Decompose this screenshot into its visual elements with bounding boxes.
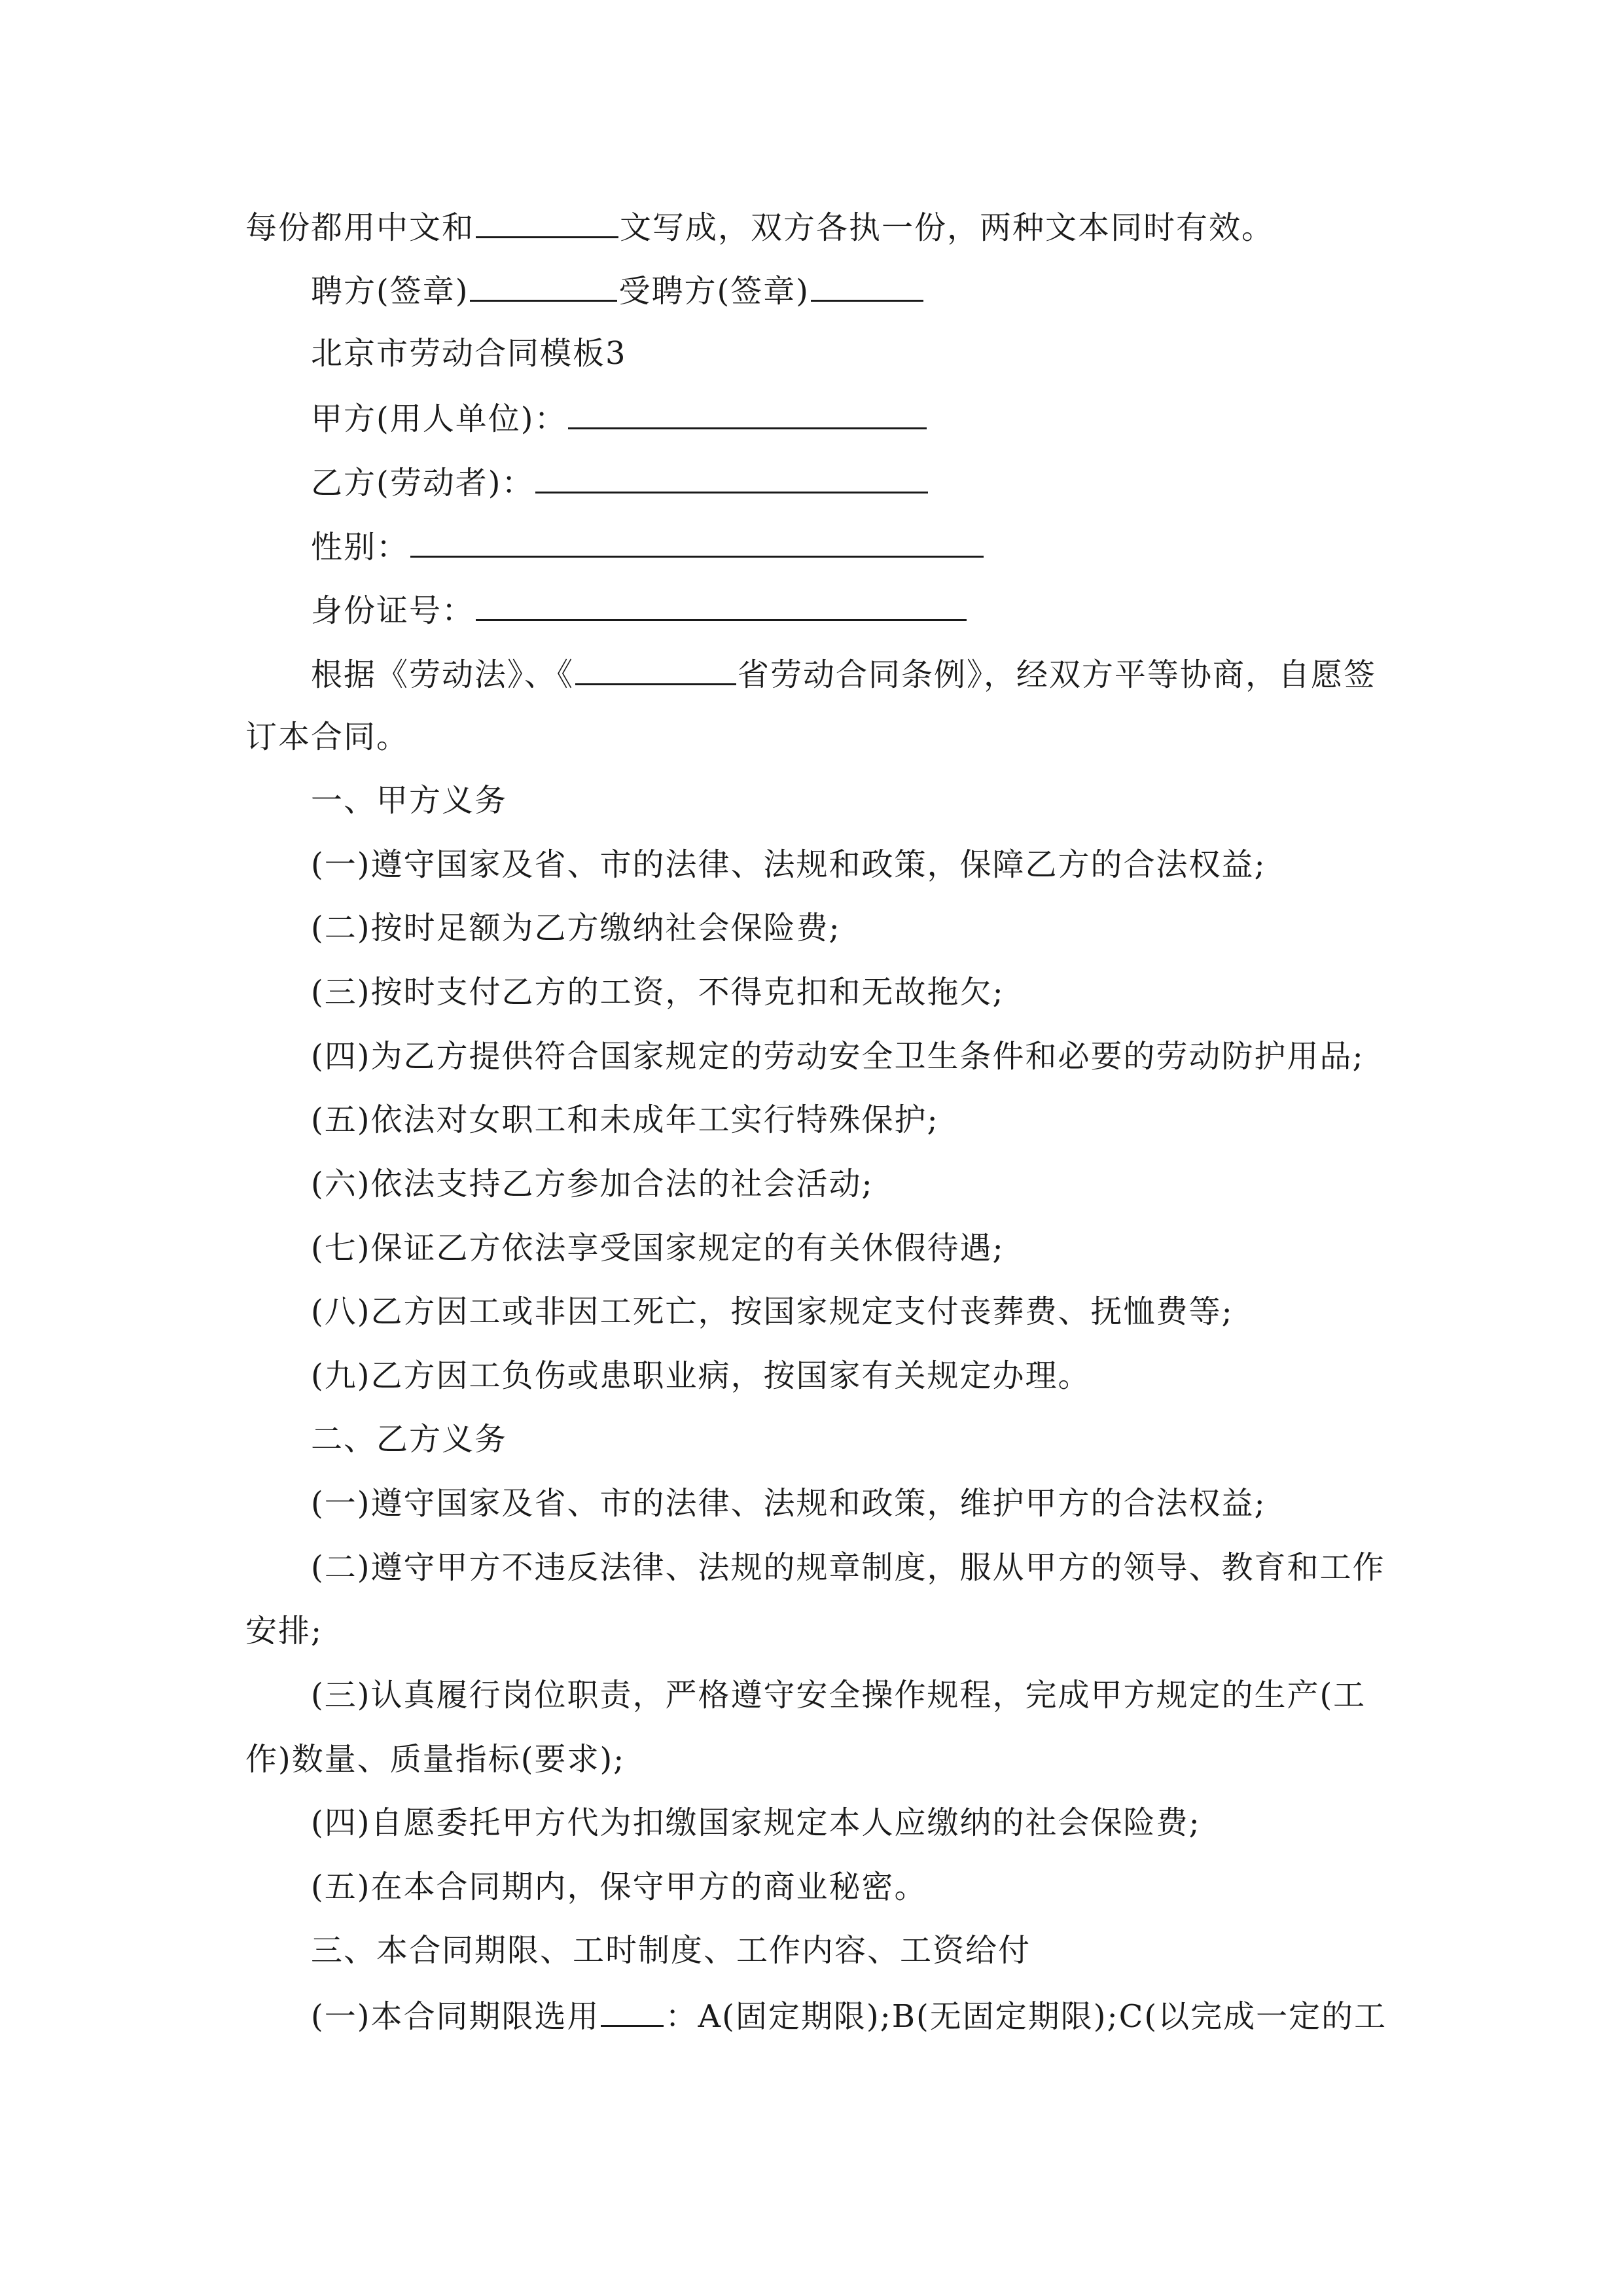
text-segment: 根据《劳动法》、《 [311, 656, 575, 693]
list-item: (七)保证乙方依法享受国家规定的有关休假待遇; [311, 1230, 1005, 1266]
field-line [311, 589, 968, 630]
list-item: (二)按时足额为乙方缴纳社会保险费; [311, 910, 841, 946]
fill-in-blank [535, 461, 928, 493]
section-heading: 一、甲方义务 [311, 782, 508, 819]
list-item: (二)遵守甲方不违反法律、法规的规章制度，服从甲方的领导、教育和工作 [311, 1549, 1385, 1586]
fill-in-blank [568, 397, 927, 429]
section-heading: 二、乙方义务 [311, 1421, 508, 1458]
fill-in-blank [601, 1995, 664, 2027]
text-segment: 每份都用中文和 [245, 209, 475, 246]
signature-line [311, 270, 925, 311]
list-item-continuation: 作)数量、质量指标(要求); [245, 1741, 626, 1778]
fill-in-blank [410, 526, 984, 558]
list-item: (六)依法支持乙方参加合法的社会活动; [311, 1166, 874, 1202]
list-item: (八)乙方因工或非因工死亡，按国家规定支付丧葬费、抚恤费等; [311, 1293, 1234, 1330]
section-heading: 三、本合同期限、工时制度、工作内容、工资给付 [311, 1932, 1031, 1969]
text-segment: 省劳动合同条例》，经双方平等协商，自愿签 [738, 656, 1377, 693]
list-item-continuation: 安排; [245, 1613, 323, 1649]
list-item: (三)认真履行岗位职责，严格遵守安全操作规程，完成甲方规定的生产(工 [311, 1677, 1366, 1713]
text-segment: 文写成，双方各执一份，两种文本同时有效。 [620, 209, 1275, 246]
list-item: (四)自愿委托甲方代为扣缴国家规定本人应缴纳的社会保险费; [311, 1804, 1201, 1841]
signature-blank [470, 270, 617, 302]
list-item: (一)遵守国家及省、市的法律、法规和政策，维护甲方的合法权益; [311, 1485, 1266, 1522]
fill-in-blank [476, 206, 618, 238]
list-item: (九)乙方因工负伤或患职业病，按国家有关规定办理。 [311, 1357, 1091, 1394]
fill-in-blank [476, 589, 967, 621]
list-item: (五)依法对女职工和未成年工实行特殊保护; [311, 1102, 939, 1138]
text-line: 订本合同。 [245, 719, 410, 755]
text-line [245, 206, 1274, 247]
text-segment: ：A(固定期限);B(无固定期限);C(以完成一定的工 [665, 1998, 1387, 2035]
field-label: 甲方(用人单位)： [311, 401, 567, 437]
list-item: (五)在本合同期内，保守甲方的商业秘密。 [311, 1869, 927, 1905]
section-title: 北京市劳动合同模板3 [311, 335, 627, 372]
field-label: 性别： [311, 529, 410, 565]
field-label: 身份证号： [311, 592, 475, 629]
fill-in-blank [575, 653, 736, 685]
list-item: (一)遵守国家及省、市的法律、法规和政策，保障乙方的合法权益; [311, 846, 1266, 883]
text-segment: (一)本合同期限选用 [311, 1998, 600, 2035]
field-line [311, 461, 929, 503]
text-line [311, 653, 1376, 694]
list-item: (三)按时支付乙方的工资，不得克扣和无故拖欠; [311, 974, 1005, 1011]
text-segment: 聘方(签章) [311, 273, 469, 310]
field-label: 乙方(劳动者)： [311, 465, 535, 501]
field-line [311, 526, 985, 567]
signature-blank [811, 270, 923, 302]
list-item [311, 1995, 1387, 2036]
list-item: (四)为乙方提供符合国家规定的劳动安全卫生条件和必要的劳动防护用品; [311, 1038, 1364, 1075]
text-segment: 受聘方(签章) [618, 273, 810, 310]
field-line [311, 397, 928, 439]
